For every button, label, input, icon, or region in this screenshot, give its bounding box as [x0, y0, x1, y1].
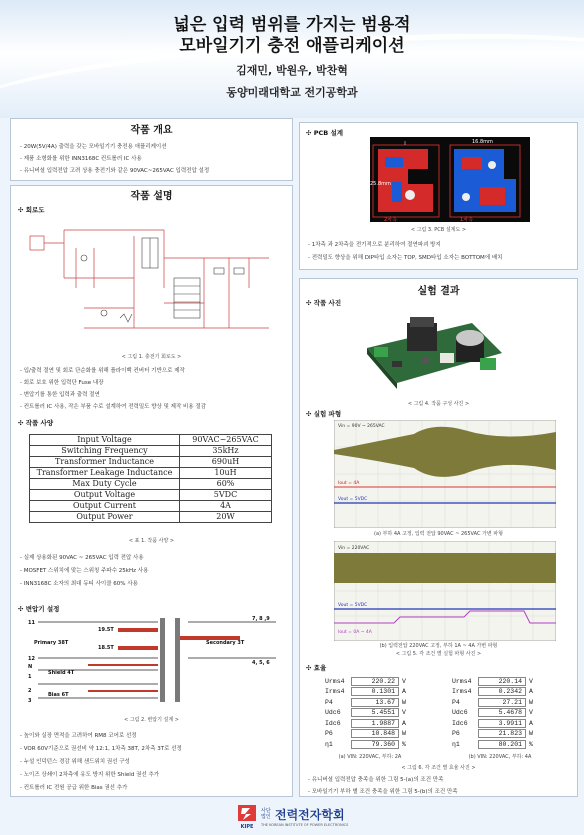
xfmr-bullet: - 컨트롤러 IC 전원 공급 위한 Bias 권선 추가	[20, 785, 128, 791]
meas-value: 5.4551	[351, 708, 399, 717]
meas-unit: A	[529, 688, 533, 696]
eff-heading: ✣ 효율	[306, 664, 327, 672]
meas-row	[452, 697, 540, 708]
xfmr-pin-12: 12	[28, 656, 35, 662]
wave-a-vin: Vin = 90V ~ 265VAC	[338, 424, 385, 429]
pcb-dim-width: 16.8mm	[472, 139, 493, 145]
circuit-bullet: - 회로 보호 위한 입력단 Fuse 내장	[20, 380, 104, 386]
logo-kipe: KIPE	[240, 824, 254, 829]
spec-table	[29, 434, 272, 523]
photo-heading: ✣ 작품 사진	[306, 299, 342, 307]
eff-bullet: - 모바일기기 부하 별 조건 충족을 위한 그림 5-(b)의 조건 만족	[308, 789, 458, 795]
footer-logo	[236, 803, 348, 829]
meas-unit: A	[402, 719, 406, 727]
meas-value: 1.9887	[351, 719, 399, 728]
meas-panel-b	[452, 676, 540, 750]
org-name-en: THE KOREAN INSTITUTE OF POWER ELECTRONICS	[261, 822, 349, 827]
meas-value: 220.14	[478, 677, 526, 686]
pcb-bullet: - 전력밀도 향상을 위해 DIP타입 소자는 TOP, SMD타입 소자는 BOTTOM에 배치	[308, 255, 503, 261]
meas-label: P4	[452, 698, 460, 706]
meas-row	[452, 687, 540, 698]
meas-row	[452, 708, 540, 719]
spec-bullet: - MOSFET 스위치에 맞는 스위칭 주파수 25kHz 사용	[20, 568, 149, 574]
overview-bullet: - 제품 소형화를 위한 INN3168C 컨트롤러 IC 사용	[20, 156, 142, 162]
meas-row	[452, 729, 540, 740]
spec-key: Output Power	[30, 512, 180, 523]
meas-value: 220.22	[351, 677, 399, 686]
wave-a-caption: (a) 부하 4A 고정, 입력 전압 90VAC ~ 265VAC 가변 파형	[374, 531, 503, 537]
table-row	[30, 457, 272, 468]
affiliation: 동양미래대학교 전기공학과	[226, 86, 358, 99]
authors: 김재민, 박원우, 박찬혁	[236, 64, 348, 77]
xfmr-bullet: - VOR 60V기준으로 권선비 약 12:1, 1차측 38T, 2차측 3T로 선정	[20, 746, 182, 752]
table-row	[30, 468, 272, 479]
meas-value: 27.21	[478, 698, 526, 707]
meas-value: 3.9911	[478, 719, 526, 728]
xfmr-pin-11: 11	[28, 620, 35, 626]
xfmr-bias: Bias 6T	[48, 692, 69, 698]
meas-label: η1	[325, 740, 333, 748]
product-photo	[362, 303, 507, 398]
overview-bullet: - 20W(5V/4A) 출력을 갖는 모바일기기 충전용 애플리케이션	[20, 144, 167, 150]
spec-value: 35kHz	[180, 446, 272, 457]
wave-b-vout: Vout = 5VDC	[338, 603, 368, 608]
meas-unit: %	[529, 740, 533, 748]
spec-key: Input Voltage	[30, 435, 180, 446]
spec-key: Output Voltage	[30, 490, 180, 501]
wave-b-vin: Vin = 220VAC	[338, 546, 370, 551]
meas-label: P6	[452, 730, 460, 738]
meas-unit: W	[529, 730, 533, 738]
meas-row	[452, 676, 540, 687]
meas-row	[325, 739, 413, 750]
spec-bullet: - INN3168C 소자의 최대 듀티 사이클 60% 사용	[20, 581, 138, 587]
xfmr-pin-3: 3	[28, 698, 32, 704]
wave-b-iout: Iout = 0A ~ 4A	[338, 630, 372, 635]
table-row	[30, 501, 272, 512]
spec-value: 60%	[180, 479, 272, 490]
results-title: 실험 결과	[417, 286, 460, 297]
xfmr-pin-789: 7, 8 ,9	[252, 616, 270, 622]
meas-unit: W	[402, 730, 406, 738]
xfmr-19-5t: 19.5T	[98, 627, 114, 633]
xfmr-pin-2: 2	[28, 688, 32, 694]
xfmr-bullet: - 높이와 실장 면적을 고려하여 RM8 코어로 선정	[20, 733, 137, 739]
pcb-caption: < 그림 3. PCB 설계도 >	[410, 227, 467, 233]
meas-unit: V	[529, 677, 533, 685]
title-line-1: 넓은 입력 범위를 가지는 범용적	[173, 15, 411, 35]
spec-value: 690uH	[180, 457, 272, 468]
pcb-dim-height: 25.8mm	[370, 181, 391, 187]
meas-unit: W	[402, 698, 406, 706]
transformer-diagram	[28, 616, 278, 706]
meas-value: 0.2342	[478, 687, 526, 696]
footer-name-row	[261, 806, 348, 823]
pcb-bullet: - 1차측 과 2차측을 전기적으로 분리하여 절연파괴 방지	[308, 242, 441, 248]
overview-bullet: - 유니버셜 입력전압 고려 상용 충전기와 같은 90VAC~265VAC 입력전압 설정	[20, 168, 210, 174]
xfmr-pin-1: 1	[28, 674, 32, 680]
kipe-logo-icon	[236, 803, 258, 829]
meas-row	[452, 718, 540, 729]
footer-text-block	[261, 806, 348, 827]
waveform-b	[334, 541, 556, 641]
meas-value: 80.201	[478, 740, 526, 749]
table-row	[30, 446, 272, 457]
xfmr-primary-label: Primary 38T	[34, 640, 69, 646]
circuit-heading: ✣ 회로도	[18, 206, 45, 214]
circuit-bullet: - 컨트롤러 IC 사용, 작은 부품 수로 설계하여 전력밀도 향상 및 제작 비용 절감	[20, 404, 207, 410]
meas-unit: V	[529, 709, 533, 717]
meas-row	[325, 697, 413, 708]
logo-small-label: 사단법인	[261, 808, 271, 820]
meas-unit: W	[529, 698, 533, 706]
xfmr-pin-n: N	[28, 664, 33, 670]
meas-value: 79.360	[351, 740, 399, 749]
meas-label: Udc6	[325, 709, 341, 717]
table-row	[30, 435, 272, 446]
wave-a-vout: Vout = 5VDC	[338, 497, 368, 502]
table-row	[30, 479, 272, 490]
spec-key: Transformer Leakage Inductance	[30, 468, 180, 479]
spec-value: 90VAC~265VAC	[180, 435, 272, 446]
wave-a-iout: Iout = 4A	[338, 481, 360, 486]
meas-label: Irms4	[452, 688, 472, 696]
xfmr-caption: < 그림 2. 변압기 설계 >	[124, 717, 179, 723]
meas-value: 13.67	[351, 698, 399, 707]
meas-panel-a	[325, 676, 413, 750]
eff-caption: < 그림 6. 각 조건 별 효율 사진 >	[401, 765, 476, 771]
spec-key: Switching Frequency	[30, 446, 180, 457]
circuit-caption: < 그림 1. 충전기 회로도 >	[121, 354, 182, 360]
waveform-a	[334, 420, 556, 528]
meas-value: 10.848	[351, 729, 399, 738]
spec-bullet: - 실제 상용화된 90VAC ~ 265VAC 입력 전압 사용	[20, 555, 144, 561]
circuit-bullet: - 변압기를 통한 입력과 출력 절연	[20, 392, 100, 398]
overview-title: 작품 개요	[130, 125, 173, 136]
eff-bullet: - 유니버셜 입력전압 충족을 위한 그림 5-(a)의 조건 만족	[308, 777, 444, 783]
meas-unit: A	[529, 719, 533, 727]
meas-row	[325, 729, 413, 740]
meas-unit: A	[402, 688, 406, 696]
description-title: 작품 설명	[130, 191, 173, 202]
spec-value: 10uH	[180, 468, 272, 479]
wave-b-caption: (b) 입력전압 220VAC 고정, 부하 1A ~ 4A 가변 파형	[379, 643, 498, 649]
circuit-bullet: - 입/출력 절연 및 회로 단순화를 위해 플라이백 컨버터 기반으로 제작	[20, 368, 185, 374]
table-row	[30, 490, 272, 501]
xfmr-pin-456: 4, 5, 6	[252, 660, 270, 666]
spec-key: Output Current	[30, 501, 180, 512]
xfmr-shield: Shield 4T	[48, 670, 75, 676]
meas-unit: V	[402, 677, 406, 685]
pcb-layout	[370, 137, 530, 222]
meas-label: Urms4	[325, 677, 345, 685]
meas-row	[325, 718, 413, 729]
spec-heading: ✣ 작품 사양	[18, 419, 54, 427]
wave-caption: < 그림 5. 각 조건 별 실험 파형 사진 >	[395, 651, 482, 657]
meas-a-caption: (a) VIN: 220VAC, 부하: 2A	[338, 754, 402, 760]
table-row	[30, 512, 272, 523]
meas-label: P6	[325, 730, 333, 738]
meas-value: 0.1301	[351, 687, 399, 696]
xfmr-bullet: - 누설 인덕턴스 경감 위해 샌드위치 권선 구성	[20, 759, 130, 765]
meas-row	[452, 739, 540, 750]
xfmr-18-5t: 18.5T	[98, 645, 114, 651]
meas-row	[325, 687, 413, 698]
spec-value: 4A	[180, 501, 272, 512]
meas-label: η1	[452, 740, 460, 748]
meas-b-caption: (b) VIN: 220VAC, 부하: 4A	[468, 754, 532, 760]
title-line-2: 모바일기기 충전 애플리케이션	[179, 36, 405, 56]
meas-label: Urms4	[452, 677, 472, 685]
spec-key: Max Duty Cycle	[30, 479, 180, 490]
pcb-label-right: 1차측	[460, 217, 473, 222]
pcb-heading: ✣ PCB 설계	[306, 129, 344, 137]
meas-unit: %	[402, 740, 406, 748]
meas-row	[325, 676, 413, 687]
spec-key: Transformer Inductance	[30, 457, 180, 468]
xfmr-secondary-label: Secondary 3T	[206, 640, 245, 646]
meas-value: 21.823	[478, 729, 526, 738]
meas-label: Udc6	[452, 709, 468, 717]
meas-value: 5.4678	[478, 708, 526, 717]
spec-value: 20W	[180, 512, 272, 523]
xfmr-bullet: - 노이즈 상쇄이 2차측에 유도 방지 위한 Shield 권선 추가	[20, 772, 160, 778]
wave-heading: ✣ 실험 파형	[306, 410, 342, 418]
meas-label: Irms4	[325, 688, 345, 696]
meas-label: Idc6	[452, 719, 468, 727]
meas-label: Idc6	[325, 719, 341, 727]
spec-value: 5VDC	[180, 490, 272, 501]
xfmr-heading: ✣ 변압기 설정	[18, 605, 60, 613]
meas-unit: V	[402, 709, 406, 717]
meas-row	[325, 708, 413, 719]
spec-caption: < 표 1. 작품 사양 >	[128, 538, 175, 544]
circuit-diagram	[24, 218, 274, 343]
pcb-label-left: 2차측	[384, 217, 397, 222]
org-name: 전력전자학회	[275, 807, 345, 822]
meas-label: P4	[325, 698, 333, 706]
photo-caption: < 그림 4. 작품 구성 사진 >	[407, 401, 470, 407]
